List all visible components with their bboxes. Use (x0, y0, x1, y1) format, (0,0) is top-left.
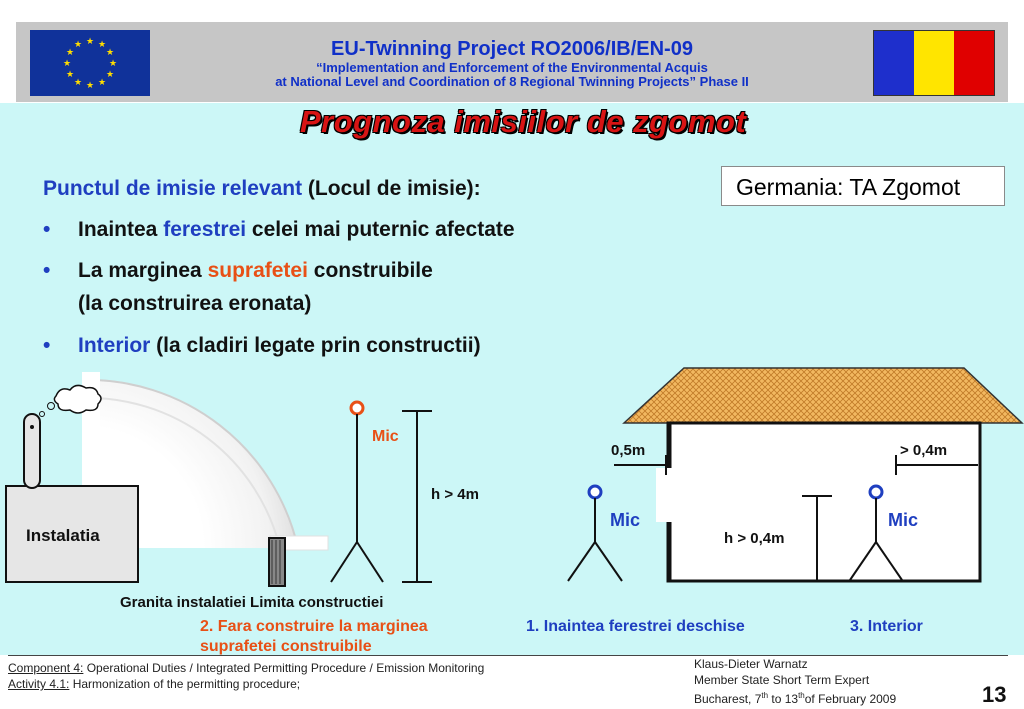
footer-date (694, 688, 896, 707)
caption-interior: 3. Interior (850, 618, 923, 635)
regulation-box: Germania: TA Zgomot (721, 166, 1005, 206)
footer-date-sup2: th (798, 691, 805, 700)
mic-label-window: Mic (610, 510, 641, 530)
caption-open-window: 1. Inaintea ferestrei deschise (526, 618, 745, 635)
bullet-marker: • (43, 218, 51, 241)
footer-component-text: Operational Duties / Integrated Permitting Procedure / Emission Monitoring (83, 661, 485, 675)
svg-text:★: ★ (85, 37, 95, 47)
footer-date-to: to 13 (768, 692, 799, 706)
footer-role: Member State Short Term Expert (694, 673, 870, 687)
bullet2-part-c: construibile (307, 259, 433, 282)
installation-label: Instalatia (26, 526, 100, 545)
footer-date-sup1: th (761, 691, 769, 700)
svg-text:★: ★ (97, 40, 107, 50)
page-number: 13 (982, 682, 1007, 707)
smoke-bubble-small (40, 412, 45, 417)
height-marker-tall (402, 411, 432, 582)
slide-title: Prognoza imisiilor de zgomot (300, 104, 747, 139)
mic-label-boundary: Mic (372, 428, 399, 445)
footer-author: Klaus-Dieter Warnatz (694, 657, 808, 671)
bullet2-part-b: suprafetei (207, 259, 308, 282)
footer-component-line (8, 660, 484, 676)
bullet1-part-a: Inaintea (78, 218, 164, 241)
svg-text:★: ★ (65, 48, 75, 58)
bullet-marker: • (43, 259, 51, 282)
svg-text:★: ★ (73, 40, 83, 50)
bullet-building-surface-note: (la construirea eronata) (78, 292, 312, 315)
bullet-marker: • (43, 334, 51, 357)
footer-date-start: Bucharest, 7 (694, 692, 762, 706)
bullet1-part-c: celei mai puternic afectate (246, 218, 515, 241)
height-label-tall: h > 4m (431, 486, 479, 503)
smoke-cloud-icon (54, 385, 101, 413)
boundary-barrier (269, 538, 285, 586)
header-subtitle-line1: “Implementation and Enforcement of the Environmental Acquis (316, 60, 708, 75)
header-project-title: EU-Twinning Project RO2006/IB/EN-09 (331, 38, 693, 60)
svg-text:★: ★ (65, 70, 75, 80)
heading-part-b: (Locul de imisie): (302, 177, 481, 200)
distance-label-interior: > 0,4m (900, 442, 948, 459)
caption-no-building-line1: 2. Fara construire la marginea (200, 618, 428, 635)
svg-text:★: ★ (62, 59, 72, 69)
bullet2-part-a: La marginea (78, 259, 208, 282)
footer-activity-text: Harmonization of the permitting procedure; (69, 677, 301, 691)
footer-activity-line (8, 676, 484, 692)
svg-text:★: ★ (85, 81, 95, 91)
caption-no-building-line2: suprafetei construibile (200, 638, 372, 655)
bullet3-part-a: Interior (78, 334, 151, 357)
svg-text:★: ★ (108, 59, 118, 69)
footer-left (8, 660, 484, 692)
caption-boundary: Granita instalatiei Limita constructiei (120, 594, 384, 611)
footer-date-month: of February 2009 (804, 692, 897, 706)
bullet1-part-b: ferestrei (163, 218, 247, 241)
distance-label-window: 0,5m (611, 442, 646, 459)
svg-text:★: ★ (105, 48, 115, 58)
svg-text:★: ★ (105, 70, 115, 80)
mic-label-interior: Mic (888, 510, 919, 530)
bullet3-part-b: (la cladiri legate prin constructii) (150, 334, 481, 357)
microphone-icon (870, 486, 882, 498)
heading-part-a: Punctul de imisie relevant (43, 177, 303, 200)
svg-text:★: ★ (73, 78, 83, 88)
smoke-bubble-medium (48, 403, 55, 410)
house-roof (624, 368, 1022, 423)
height-label-small: h > 0,4m (724, 530, 785, 547)
microphone-icon (589, 486, 601, 498)
footer-activity-label: Activity 4.1: (8, 677, 70, 691)
house-window-opening (656, 468, 672, 522)
svg-text:★: ★ (97, 78, 107, 88)
chimney-dot (30, 425, 34, 429)
footer-right (694, 656, 896, 707)
header-subtitle-line2: at National Level and Coordination of 8 Regional Twinning Projects” Phase II (275, 74, 749, 89)
microphone-icon (351, 402, 363, 414)
microphone-figure-window (568, 486, 622, 581)
footer-component-label: Component 4: (8, 661, 84, 675)
